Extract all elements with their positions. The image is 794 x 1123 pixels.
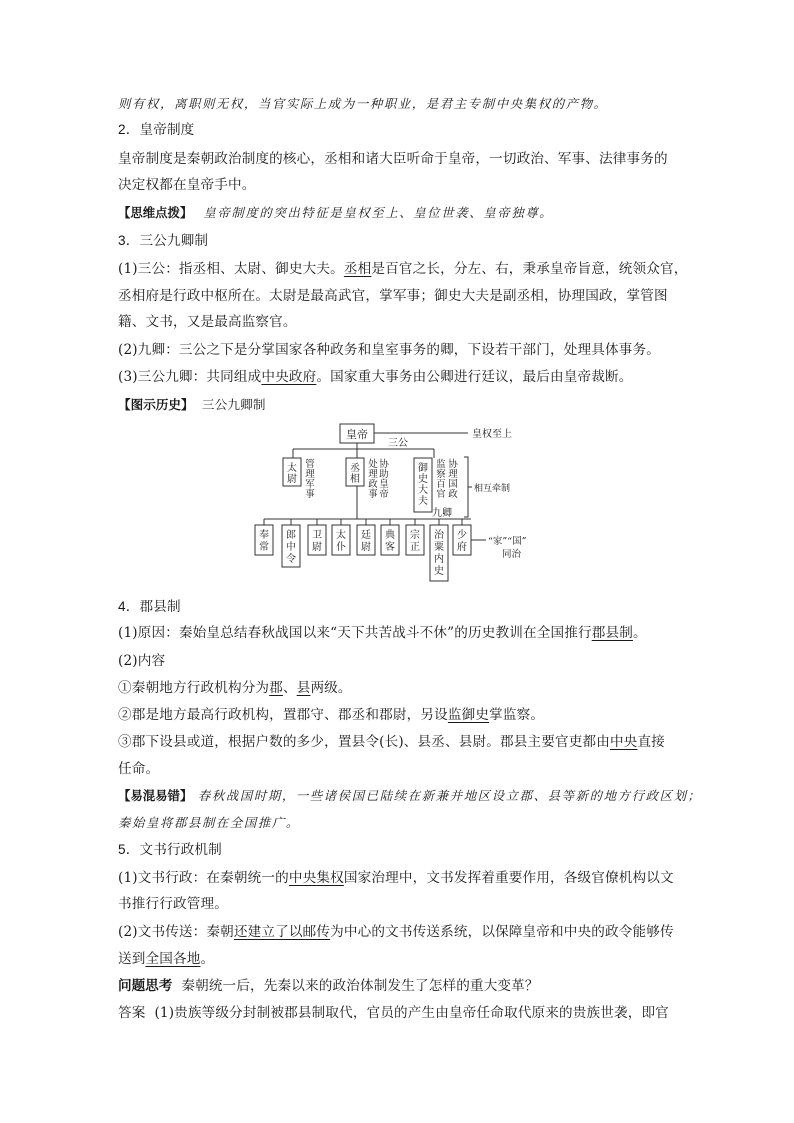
taiwei-duty-2: 理 (305, 469, 315, 480)
supreme-label: 皇权至上 (472, 429, 512, 440)
heading-emperor-system: 2．皇帝制度 (118, 122, 195, 137)
chengxiang-duty-1: 处 (368, 459, 378, 470)
yushi-char-4: 夫 (418, 496, 428, 507)
mix-up-note-2: 秦始皇将郡县制在全国推广。 (118, 815, 300, 830)
tongzhi-label: 同治 (502, 549, 522, 560)
minister-5-char-1: 廷 (361, 530, 371, 541)
taiwei-duty-1: 管 (305, 459, 315, 470)
document-admin-1: (1)文书行政：在秦朝统一的中央集权国家治理中，文书发挥着重要作用，各级官僚机构以文 (118, 870, 674, 886)
jiuqing-line: (2)九卿：三公之下是分掌国家各种政务和皇室事务的卿，下设若干部门，处理具体事务。 (118, 342, 660, 358)
thinking-tip: 【思维点拨】 皇帝制度的突出特征是皇权至上、皇位世袭、皇帝独尊。 (118, 205, 554, 220)
minister-8-char-3: 内 (434, 554, 444, 565)
minister-3-char-2: 尉 (312, 542, 322, 553)
jiuqing-label: 九卿 (432, 508, 452, 519)
chengxiang-char-1: 丞 (350, 463, 360, 474)
yushi-char-1: 御 (418, 463, 428, 474)
document-transmit-cont: 送到全国各地。 (118, 951, 215, 967)
taiwei-char-1: 太 (287, 463, 297, 474)
answer: 答案 (1)贵族等级分封制被郡县制取代，官员的产生由皇帝任命取代原来的贵族世袭，即官 (118, 1005, 669, 1021)
document-transmit: (2)文书传送：秦朝还建立了以邮传为中心的文书传送系统，以保障皇帝和中央的政令能够传 (118, 924, 674, 940)
taiwei-duty-3: 军 (305, 479, 315, 490)
chengxiang-char-2: 相 (350, 474, 360, 485)
sangong-line-1: (1)三公：指丞相、太尉、御史大夫。丞相是百官之长，分左、右，秉承皇帝旨意，统领众官， (118, 261, 688, 277)
yushi-duty-1: 监 (436, 459, 446, 470)
minister-1-char-2: 常 (259, 542, 269, 553)
jiaguo-label: “家”“国” (488, 536, 527, 547)
minister-7-char-2: 正 (410, 542, 420, 553)
minister-8-char-2: 粟 (434, 542, 444, 553)
minister-2-char-1: 郎 (286, 530, 296, 541)
minister-6-char-1: 典 (385, 530, 395, 541)
document-admin-1-cont: 书推行行政管理。 (118, 896, 228, 912)
junxian-reason: (1)原因：秦始皇总结春秋战国以来“天下共苦战斗不休”的历史教训在全国推行郡县制。 (118, 625, 647, 641)
emperor-label: 皇帝 (346, 428, 368, 441)
yushi-duty2-2: 理 (448, 469, 458, 480)
yushi-duty-4: 官 (436, 489, 446, 500)
chengxiang-duty-2: 理 (368, 469, 378, 480)
junxian-item-1: ①秦朝地方行政机构分为郡、县两级。 (118, 680, 352, 696)
sangong-line-2: 丞相府是行政中枢所在。太尉是最高武官，掌军事；御史大夫是副丞相，协理国政，掌管图 (118, 288, 668, 304)
taiwei-duty-4: 事 (305, 489, 315, 500)
minister-4-char-1: 太 (336, 530, 346, 541)
minister-9-char-1: 少 (457, 530, 467, 541)
sangong-line-3: 籍、文书，又是最高监察官。 (118, 314, 297, 330)
question: 问题思考 秦朝统一后，先秦以来的政治体制发生了怎样的重大变革？ (118, 978, 539, 993)
emperor-system-text-1: 皇帝制度是秦朝政治制度的核心，丞相和诸大臣听命于皇帝，一切政治、军事、法律事务的 (118, 151, 668, 167)
yushi-char-3: 大 (418, 485, 428, 496)
sangong-label: 三公 (388, 438, 408, 449)
junxian-content-heading: (2)内容 (118, 653, 166, 669)
minister-4-char-2: 仆 (336, 542, 346, 553)
chengxiang-duty-3: 政 (368, 479, 378, 490)
minister-8-char-1: 治 (434, 530, 444, 541)
mix-up-note-1: 【易混易错】 春秋战国时期，一些诸侯国已陆续在新兼并地区设立郡、县等新的地方行政区划； (118, 788, 702, 803)
chengxiang-duty-4: 事 (368, 489, 378, 500)
yushi-duty-3: 百 (436, 479, 446, 490)
heading-document-admin: 5．文书行政机制 (118, 842, 222, 857)
sangong-jiuqing-diagram (250, 421, 550, 586)
chengxiang-duty2-1: 协 (379, 459, 389, 470)
sangong-jiuqing-line: (3)三公九卿：共同组成中央政府。国家重大事务由公卿进行廷议，最后由皇帝裁断。 (118, 369, 633, 385)
minister-5-char-2: 尉 (361, 542, 371, 553)
minister-8-char-4: 史 (434, 566, 444, 577)
line-officials-note: 则有权，离职则无权，当官实际上成为一种职业，是君主专制中央集权的产物。 (118, 96, 608, 111)
junxian-item-3-cont: 任命。 (118, 761, 160, 777)
thinking-tip-label: 【思维点拨】 (118, 205, 193, 220)
minister-6-char-2: 客 (385, 542, 395, 553)
mutual-label: 相互牵制 (474, 484, 511, 494)
minister-3-char-1: 卫 (312, 530, 322, 541)
yushi-duty2-4: 政 (448, 489, 458, 500)
yushi-duty2-3: 国 (448, 479, 458, 490)
junxian-item-3: ③郡下设县或道，根据户数的多少，置县令(长)、县丞、县尉。郡县主要官吏都由中央直接 (118, 734, 665, 750)
chengxiang-duty2-4: 帝 (379, 489, 389, 500)
yushi-char-2: 史 (418, 474, 428, 485)
heading-junxian: 4．郡县制 (118, 599, 181, 614)
minister-1-char-1: 奉 (259, 530, 269, 541)
chengxiang-duty2-2: 助 (379, 469, 389, 480)
yushi-duty2-1: 协 (448, 459, 458, 470)
taiwei-char-2: 尉 (287, 474, 297, 485)
minister-2-char-2: 中 (286, 542, 296, 553)
minister-2-char-3: 令 (286, 554, 296, 565)
minister-9-char-2: 府 (457, 542, 467, 553)
mutual-brace (464, 457, 472, 517)
heading-sangong-jiuqing: 3．三公九卿制 (118, 233, 209, 248)
minister-7-char-1: 宗 (410, 530, 420, 541)
chengxiang-duty2-3: 皇 (379, 479, 389, 490)
emperor-system-text-2: 决定权都在皇帝手中。 (118, 177, 256, 193)
figure-caption: 【图示历史】 三公九卿制 (118, 397, 266, 412)
yushi-duty-2: 察 (436, 469, 446, 480)
junxian-item-2: ②郡是地方最高行政机构，置郡守、郡丞和郡尉，另设监御史掌监察。 (118, 707, 545, 723)
